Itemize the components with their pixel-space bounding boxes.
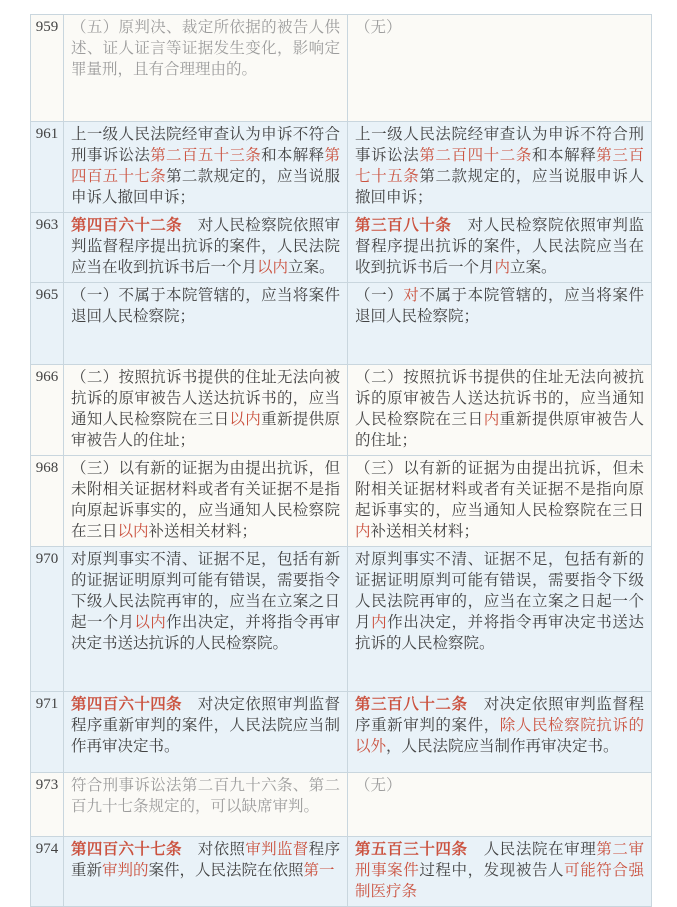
table-row-959 [31, 15, 651, 122]
right-provision-cell [348, 837, 651, 906]
text-segment-red: 内 [483, 411, 500, 428]
row-number: 970 [31, 547, 64, 691]
text-segment-red: 第四百五十七条 [71, 147, 340, 185]
row-number: 959 [31, 15, 64, 121]
text-segment: 对决定依照审判监督程序重新审判的案件， [355, 696, 644, 734]
left-provision-cell [64, 692, 348, 772]
text-segment: 对决定依照审判监督程序重新审判的案件，人民法院应当制作再审决定书。 [71, 696, 340, 755]
text-segment: 和本解释 [531, 147, 597, 164]
text-segment: 立案。 [510, 259, 557, 276]
text-segment-red: 第二百四十二条 [419, 147, 532, 164]
text-segment-red: 第一 [303, 862, 335, 879]
text-segment: 符合刑事诉讼法第二百九十六条、第二百九十七条规定的，可以缺席审判。 [71, 777, 340, 815]
left-provision-cell [64, 283, 348, 364]
text-segment: （无） [355, 19, 402, 36]
table-row-968 [31, 456, 651, 547]
text-segment: ，人民法院应当制作再审决定书。 [386, 738, 619, 755]
text-segment-red: 第二百五十三条 [150, 147, 262, 164]
text-segment-red: 内 [355, 523, 371, 540]
left-provision-cell [64, 773, 348, 836]
text-segment-redbold: 第四百六十二条 [71, 217, 182, 234]
row-number: 971 [31, 692, 64, 772]
text-segment: （一） [355, 287, 404, 304]
text-segment-red: 以内 [117, 523, 149, 540]
text-segment: 上一级人民法院经审查认为申诉不符合刑事诉讼法 [355, 126, 644, 164]
left-provision-cell [64, 837, 348, 906]
text-segment: （五）原判决、裁定所依据的被告人供述、证人证言等证据发生变化，影响定罪量刑，且有合理理由的。 [71, 19, 340, 78]
text-segment: 上一级人民法院经审查认为申诉不符合刑事诉讼法 [71, 126, 340, 164]
right-provision-cell [348, 15, 651, 121]
right-provision-cell [348, 213, 651, 282]
text-segment-redbold: 第三百八十二条 [355, 696, 468, 713]
text-segment: （二）按照抗诉书提供的住址无法向被抗诉的原审被告人送达抗诉书的，应当通知人民检察院在三日 [355, 369, 644, 428]
right-provision-cell [348, 692, 651, 772]
right-provision-cell [348, 365, 651, 455]
text-segment: （二）按照抗诉书提供的住址无法向被抗诉的原审被告人送达抗诉书的，应当通知人民检察院在三日 [71, 369, 340, 428]
right-provision-cell [348, 456, 651, 546]
row-number: 968 [31, 456, 64, 546]
text-segment-red: 除人民检察院抗诉的以外 [355, 717, 644, 755]
left-provision-cell [64, 122, 348, 212]
text-segment: 作出决定，并将指令再审决定书送达抗诉的人民检察院。 [71, 614, 340, 652]
text-segment: 补送相关材料； [370, 523, 480, 540]
text-segment-red: 审判监督 [245, 841, 309, 858]
text-segment: 不属于本院管辖的，应当将案件退回人民检察院； [355, 287, 644, 325]
text-segment: 对依照 [181, 841, 246, 858]
left-provision-cell [64, 213, 348, 282]
text-segment-redbold: 第三百八十条 [355, 217, 452, 234]
row-number: 973 [31, 773, 64, 836]
text-segment: 重新提供原审被告人的住址； [71, 411, 340, 449]
table-row-966 [31, 365, 651, 456]
text-segment-red: 以内 [229, 411, 262, 428]
text-segment: （无） [355, 777, 402, 794]
row-number: 965 [31, 283, 64, 364]
right-provision-cell [348, 122, 651, 212]
text-segment: 程序重新 [71, 841, 340, 879]
text-segment-red: 对 [403, 287, 420, 304]
text-segment-red: 可能符合强制医疗条 [355, 862, 644, 900]
row-number: 966 [31, 365, 64, 455]
text-segment: 对人民检察院依照审判监督程序提出抗诉的案件，人民法院应当在收到抗诉书后一个月 [355, 217, 644, 276]
text-segment: 对人民检察院依照审判监督程序提出抗诉的案件，人民法院应当在收到抗诉书后一个月 [71, 217, 340, 276]
table-row-965 [31, 283, 651, 365]
text-segment: 第二款规定的，应当说服申诉人撤回申诉； [71, 168, 340, 206]
text-segment: 对原判事实不清、证据不足，包括有新的证据证明原判可能有错误，需要指令下级人民法院再审的，应当在立案之日起一个月 [355, 551, 644, 631]
text-segment: （三）以有新的证据为由提出抗诉，但未附相关证据材料或者有关证据不是指向原起诉事实的，应当通知人民检察院在三日 [355, 460, 644, 519]
text-segment-redbold: 第四百六十七条 [71, 841, 182, 858]
row-number: 974 [31, 837, 64, 906]
row-number: 963 [31, 213, 64, 282]
text-segment-redbold: 第四百六十四条 [71, 696, 182, 713]
text-segment-red: 审判的 [102, 862, 149, 879]
text-segment: 对原判事实不清、证据不足，包括有新的证据证明原判可能有错误，需要指令下级人民法院再审的，应当在立案之日起一个月 [71, 551, 340, 631]
text-segment: （一）不属于本院管辖的，应当将案件退回人民检察院； [71, 287, 340, 325]
right-provision-cell [348, 283, 651, 364]
text-segment: （三）以有新的证据为由提出抗诉，但未附相关证据材料或者有关证据不是指向原起诉事实的，应当通知人民检察院在三日 [71, 460, 340, 540]
law-comparison-table [30, 14, 652, 907]
text-segment-red: 以内 [134, 614, 167, 631]
left-provision-cell [64, 456, 348, 546]
text-segment: 人民法院在审理 [467, 841, 597, 858]
text-segment: 作出决定，并将指令再审决定书送达抗诉的人民检察院。 [355, 614, 644, 652]
row-number: 961 [31, 122, 64, 212]
text-segment-red: 第二审刑事案件 [355, 841, 644, 879]
table-row-971 [31, 692, 651, 773]
table-row-963 [31, 213, 651, 283]
text-segment: 立案。 [288, 259, 335, 276]
text-segment: 补送相关材料； [148, 523, 258, 540]
text-segment: 案件，人民法院在依照 [148, 862, 304, 879]
text-segment-red: 第三百七十五条 [355, 147, 644, 185]
text-segment: 过程中，发现被告人 [419, 862, 565, 879]
table-row-973 [31, 773, 651, 837]
text-segment: 重新提供原审被告人的住址； [355, 411, 644, 449]
text-segment: 第二款规定的，应当说服申诉人撤回申诉； [355, 168, 644, 206]
text-segment: 和本解释 [261, 147, 325, 164]
table-row-970 [31, 547, 651, 692]
text-segment-red: 内 [494, 259, 511, 276]
text-segment-redbold: 第五百三十四条 [355, 841, 468, 858]
text-segment-red: 内 [371, 614, 388, 631]
text-segment-red: 以内 [257, 259, 289, 276]
right-provision-cell [348, 547, 651, 691]
table-row-961 [31, 122, 651, 213]
left-provision-cell [64, 15, 348, 121]
left-provision-cell [64, 365, 348, 455]
table-row-974 [31, 837, 651, 907]
right-provision-cell [348, 773, 651, 836]
left-provision-cell [64, 547, 348, 691]
